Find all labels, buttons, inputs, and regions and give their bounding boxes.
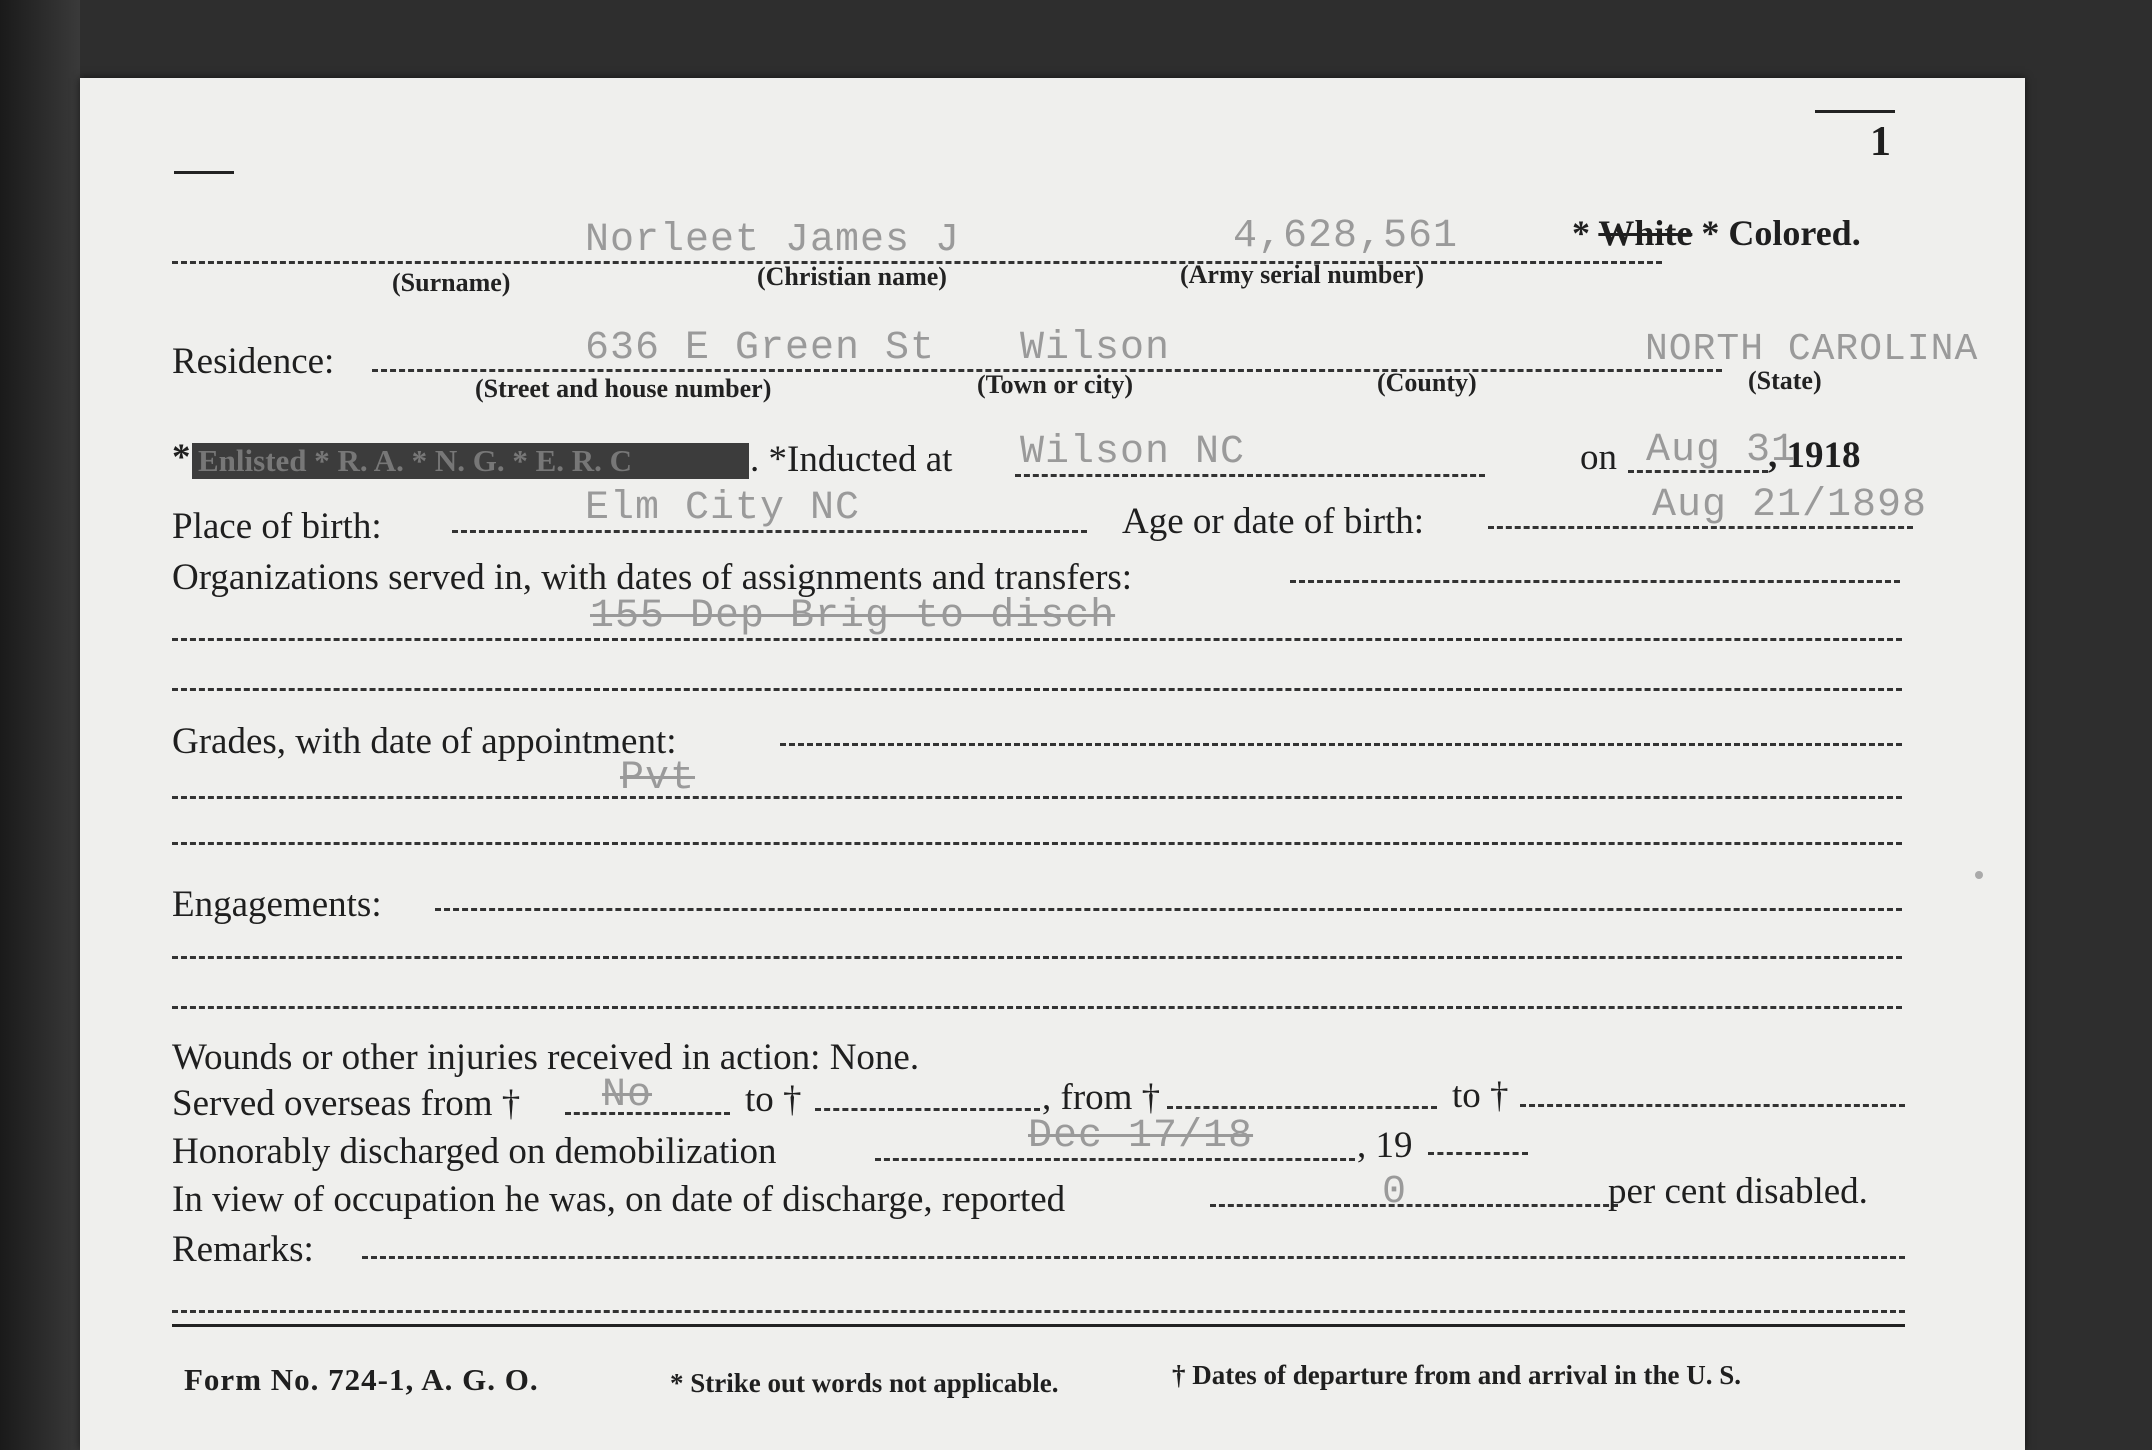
- grades-value: Pvt: [620, 756, 696, 801]
- grades-line-1: [780, 743, 1902, 746]
- grades-line-3: [172, 842, 1902, 845]
- residence-label: Residence:: [172, 341, 335, 382]
- grades-label: Grades, with date of appointment:: [172, 721, 677, 762]
- remarks-line-2: [172, 1310, 1905, 1313]
- state-value: NORTH CAROLINA: [1645, 328, 1979, 371]
- christian-name-caption: (Christian name): [757, 262, 947, 291]
- induction-period: .: [750, 439, 760, 480]
- disability-value: 0: [1382, 1170, 1408, 1215]
- inducted-label: *Inducted at: [768, 439, 953, 480]
- town-value: Wilson: [1020, 326, 1171, 371]
- induction-asterisk: *: [172, 437, 191, 478]
- overseas-to-line: [815, 1108, 1040, 1111]
- remarks-line-1: [362, 1256, 1905, 1259]
- town-caption: (Town or city): [977, 370, 1133, 399]
- discharge-value: Dec 17/18: [1028, 1114, 1254, 1159]
- service-record-card: [80, 78, 2025, 1450]
- disability-label: In view of occupation he was, on date of discharge, reported: [172, 1179, 1066, 1220]
- scan-background-edge: [0, 0, 80, 1450]
- overseas-value: No: [602, 1073, 653, 1118]
- place-of-birth-label: Place of birth:: [172, 506, 382, 547]
- discharge-year-line: [1428, 1152, 1528, 1155]
- organizations-line-3: [172, 688, 1902, 691]
- top-right-rule: [1815, 110, 1895, 113]
- overseas-label: Served overseas from †: [172, 1083, 521, 1124]
- disability-line: [1210, 1204, 1618, 1207]
- overseas-from2-label: , from †: [1042, 1077, 1161, 1118]
- on-label: on: [1580, 437, 1617, 478]
- dates-note: † Dates of departure from and arrival in the U. S.: [1172, 1360, 1741, 1390]
- county-caption: (County): [1377, 368, 1477, 397]
- disability-suffix: per cent disabled.: [1608, 1171, 1868, 1212]
- place-of-birth-value: Elm City NC: [585, 486, 861, 531]
- engagements-label: Engagements:: [172, 884, 382, 925]
- organizations-label: Organizations served in, with dates of assignments and transfers:: [172, 557, 1133, 598]
- race-white: White: [1598, 213, 1693, 253]
- remarks-label: Remarks:: [172, 1229, 314, 1270]
- engagements-line-2: [172, 956, 1902, 959]
- army-serial-value: 4,628,561: [1233, 214, 1459, 259]
- inducted-value: Wilson NC: [1020, 430, 1246, 475]
- overseas-to-label: to †: [745, 1079, 802, 1120]
- paper-speck: [1975, 871, 1983, 879]
- footer-rule: [172, 1324, 1905, 1327]
- top-left-rule: [174, 171, 234, 174]
- discharge-year-label: , 19: [1357, 1125, 1413, 1166]
- name-value: Norleet James J: [585, 218, 961, 263]
- induction-year: , 1918: [1768, 435, 1861, 476]
- asterisk: *: [1572, 213, 1590, 253]
- overseas-from2-line: [1167, 1106, 1437, 1109]
- engagements-line-3: [172, 1006, 1902, 1009]
- street-value: 636 E Green St: [585, 326, 936, 371]
- strike-note: * Strike out words not applicable.: [670, 1368, 1059, 1398]
- overseas-to2-label: to †: [1452, 1075, 1509, 1116]
- street-caption: (Street and house number): [475, 374, 772, 403]
- serial-caption: (Army serial number): [1180, 260, 1425, 289]
- race-options: [1572, 212, 1861, 254]
- state-caption: (State): [1748, 366, 1822, 395]
- organizations-line-1: [1290, 580, 1900, 583]
- redacted-enlistment-types: Enlisted * R. A. * N. G. * E. R. C: [192, 443, 749, 479]
- surname-caption: (Surname): [392, 268, 511, 297]
- discharge-label: Honorably discharged on demobilization: [172, 1131, 777, 1172]
- wounds-label: Wounds or other injuries received in action: None.: [172, 1037, 920, 1078]
- organizations-value: 155 Dep Brig to disch: [590, 594, 1116, 639]
- overseas-to2-line: [1520, 1104, 1905, 1107]
- age-label: Age or date of birth:: [1122, 501, 1425, 542]
- race-colored: Colored.: [1728, 213, 1861, 253]
- age-value: Aug 21/1898: [1652, 483, 1928, 528]
- form-number: Form No. 724-1, A. G. O.: [184, 1362, 539, 1397]
- inducted-at-label: [750, 438, 952, 481]
- grades-line-2: [172, 796, 1902, 799]
- card-number: 1: [1870, 119, 1891, 165]
- induction-date-value: Aug 31: [1646, 428, 1797, 473]
- asterisk: *: [1701, 213, 1720, 253]
- engagements-line-1: [435, 908, 1902, 911]
